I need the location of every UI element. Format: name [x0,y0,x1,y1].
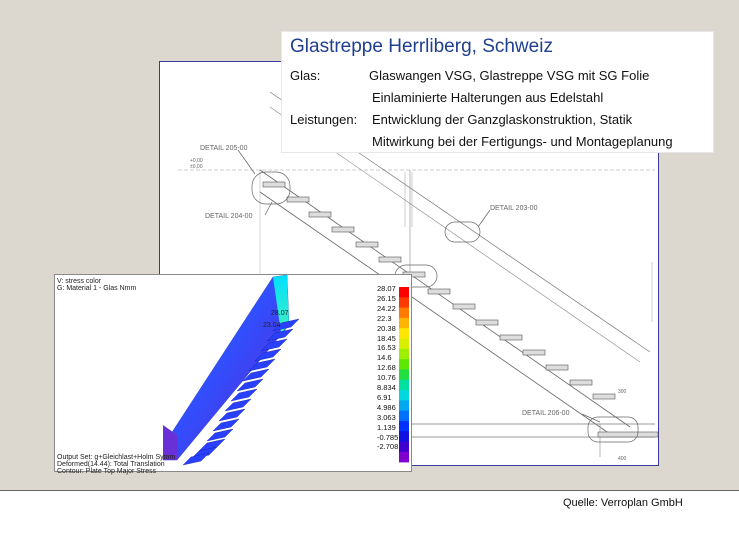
legend-value: 14.6 [377,353,392,363]
legend-swatch [399,369,409,380]
legend-value: 8.834 [377,383,396,392]
legend-swatch [399,359,409,370]
legend-value: 28.07 [377,284,396,293]
legend-swatch [399,442,409,453]
legend-swatch [399,411,409,422]
legend-value: 3.063 [377,412,396,422]
source-credit: Quelle: Verroplan GmbH [563,497,683,509]
elevation-label-upper: +0,00 [190,158,203,164]
elevation-label-lower: ±0,00 [190,164,203,170]
legend-value: 22.3 [377,313,392,323]
legend-swatch [399,400,409,411]
leistungen-label: Leistungen: [290,112,358,127]
legend-swatch [399,380,409,391]
fem-max-label-2: 23.04 [263,322,281,329]
legend-swatch [399,421,409,432]
legend-value: 24.22 [377,303,396,313]
footer [0,490,739,555]
project-info-box [282,32,713,152]
fem-header-line-1: V: stress color [57,278,102,285]
legend-value: 16.53 [377,343,396,353]
legend-value: 12.68 [377,363,396,373]
legend-swatch [399,452,409,463]
fem-footer-line-3: Contour: Plate Top Major Stress [57,468,157,475]
legend-swatch [399,390,409,401]
dimension-label-300: 300 [618,389,627,395]
legend-color-bar [399,287,409,462]
fem-header-line-2: G: Material 1 - Glas Nmm [57,285,137,292]
glas-line-2: Einlaminierte Halterungen aus Edelstahl [372,90,604,105]
legend-swatch [399,318,409,329]
legend-swatch [399,431,409,442]
legend-swatch [399,339,409,350]
legend-swatch [399,328,409,339]
fem-model-svg [55,275,413,473]
legend-value: 18.45 [377,333,396,343]
legend-value: 10.76 [377,373,396,383]
fem-footer-line-1: Output Set: g+Gleichlast+Holm Symm [57,454,176,461]
detail-label-203: DETAIL 203-00 [490,205,538,212]
project-title: Glastreppe Herrliberg, Schweiz [290,36,553,57]
leistungen-line-1: Entwicklung der Ganzglaskonstruktion, Statik [372,112,633,127]
legend-value: -0.785 [377,432,399,442]
dimension-label-400: 400 [618,456,627,462]
glas-label: Glas: [290,68,321,83]
legend-value: 20.38 [377,323,396,333]
legend-value: 26.15 [377,293,396,303]
detail-label-206: DETAIL 206-00 [522,410,570,417]
legend-value: 1.139 [377,422,396,432]
legend-value: 6.91 [377,392,392,402]
legend-value: 4.986 [377,402,396,412]
detail-label-204: DETAIL 204-00 [205,213,253,220]
legend-swatch [399,297,409,308]
fem-footer-line-2: Deformed(14.44): Total Translation [57,461,165,468]
legend-swatch [399,349,409,360]
glas-line-1: Glaswangen VSG, Glastreppe VSG mit SG Folie [369,68,650,83]
fem-max-label: 28.07 [271,310,289,317]
detail-label-205: DETAIL 205-00 [200,145,248,152]
fem-stress-plot [54,274,412,475]
legend-swatch [399,308,409,319]
legend-swatch [399,287,409,298]
leistungen-line-2: Mitwirkung bei der Fertigungs- und Montageplanung [372,134,673,149]
legend-value: -2.708 [377,442,399,452]
